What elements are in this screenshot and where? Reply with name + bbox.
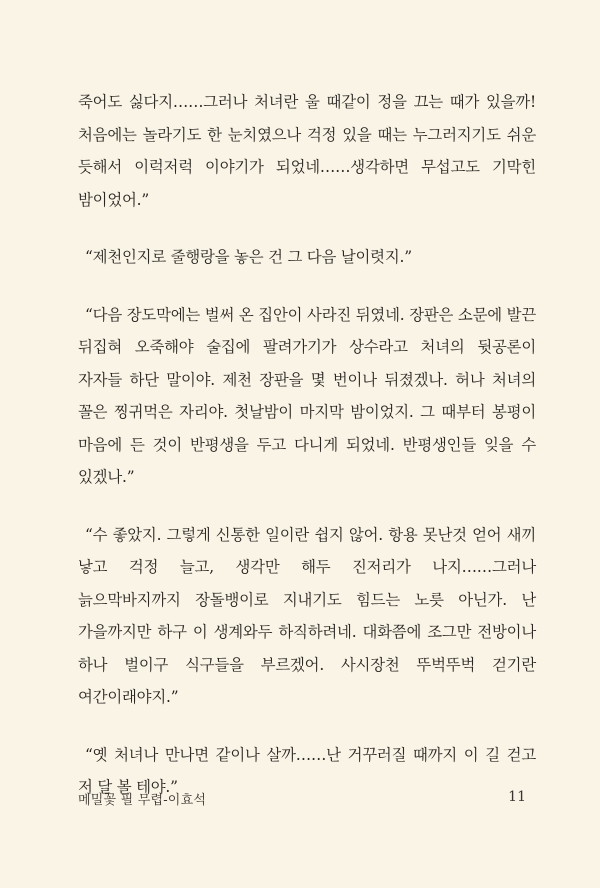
body-text xyxy=(78,86,536,804)
paragraph-5: “옛 처녀나 만나면 같이나 살까……난 거꾸러질 때까지 이 길 걷고 저 달 볼 테야.” xyxy=(78,745,536,796)
paragraph-3: “다음 장도막에는 벌써 온 집안이 사라진 뒤였네. 장판은 소문에 발끈 뒤집혀 오죽해야 술집에 팔려가기가 상수라고 처녀의 뒷공론이 자자들 하단 말이야. 제천 장판을 몇 번이나 뒤졌겠나. 허나 처녀의 꼴은 찡귀먹은 자리야. 첫날밤이 마지막 밤이었지. 그 때부터 봉평이 마음에 든 것이 반평생을 두고 다니게 되었네. 반평생인들 잊을 수 있겠나.” xyxy=(78,305,536,486)
footer-book-title: 메밀꽃 필 무렵-이효석 xyxy=(78,793,207,808)
footer-page-number: 11 xyxy=(508,789,526,805)
paragraph-2: “제천인지로 줄행랑을 놓은 건 그 다음 날이렷지.” xyxy=(85,248,412,266)
paragraph-4: “수 좋았지. 그렇게 신통한 일이란 쉽지 않어. 항용 못난것 얻어 새끼 낳고 걱정 늘고, 생각만 해두 진저리가 나지……그러나 늙으막바지까지 장돌뱅이로 지내기도 힘드는 노릇 아닌가. 난 가을까지만 하구 이 생계와두 하직하려네. 대화쯤에 조그만 전방이나 하나 벌이구 식구들을 부르겠어. 사시장천 뚜벅뚜벅 걷기란 여간이래야지.” xyxy=(78,525,536,706)
paragraph-1: 죽어도 싫다지……그러나 처녀란 울 때같이 정을 끄는 때가 있을까! 처음에는 놀라기도 한 눈치였으나 걱정 있을 때는 누그러지기도 쉬운 듯해서 이럭저럭 이야기가 되었네……생각하면 무섭고도 기막힌 밤이었어.” xyxy=(78,93,536,209)
